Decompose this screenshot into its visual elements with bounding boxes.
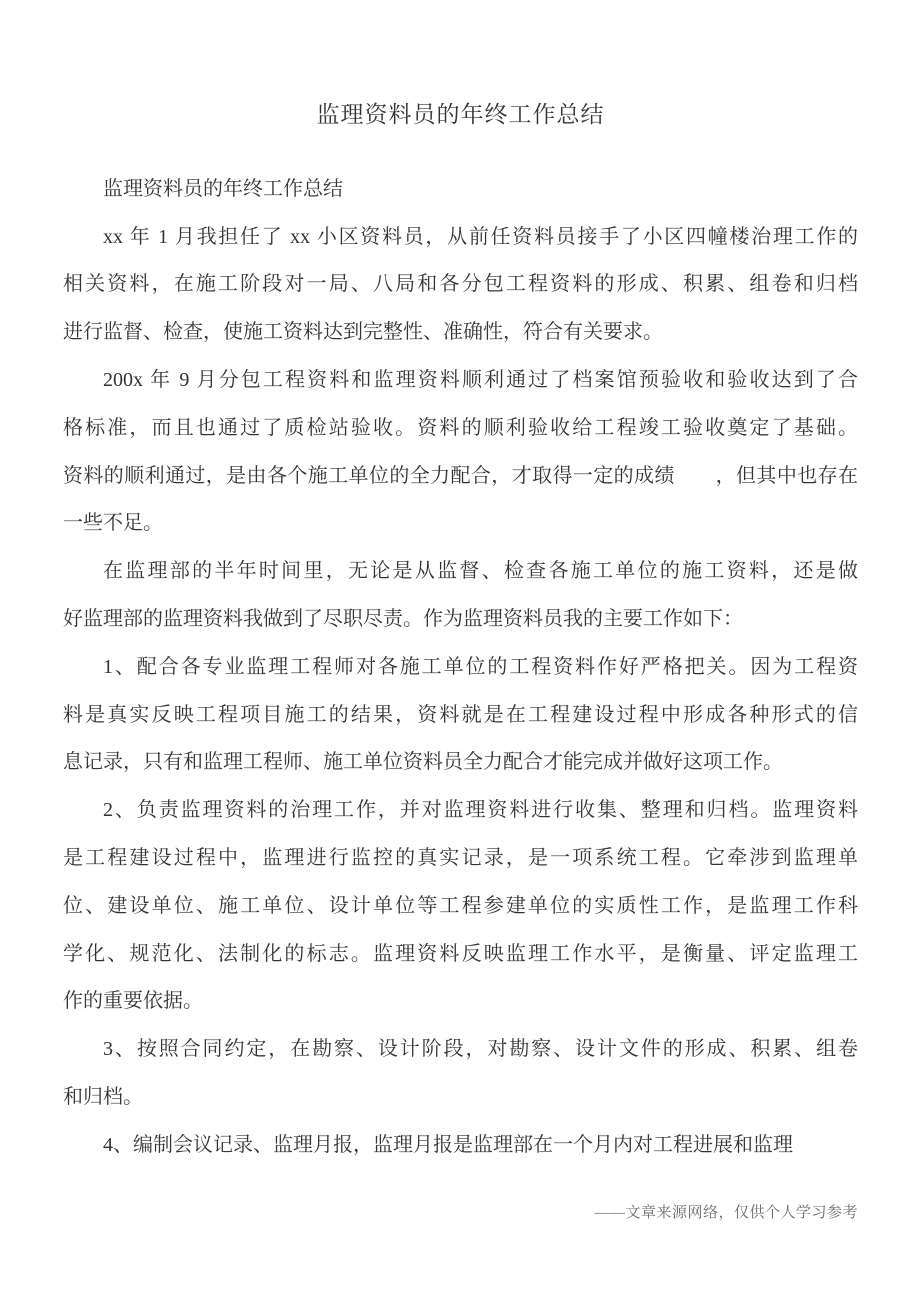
paragraph [63, 166, 858, 214]
footer-attribution: ——文章来源网络，仅供个人学习参考 [594, 1204, 858, 1221]
paragraph [63, 1026, 858, 1122]
paragraph [63, 214, 858, 357]
paragraph-line: 和归档。 [63, 1085, 143, 1108]
paragraph [63, 1122, 858, 1170]
paragraph [63, 548, 858, 644]
paragraph-line: 资料的顺利通过，是由各个施工单位的全力配合，才取得一定的成绩 ，但其中也存在 [63, 464, 858, 487]
paragraph-line: 作的重要依据。 [63, 990, 203, 1013]
paragraph-line: 200x 年 9 月分包工程资料和监理资料顺利通过了档案馆预验收和验收达到了合 [103, 368, 858, 391]
paragraph [63, 644, 858, 787]
paragraph-line: 位、建设单位、施工单位、设计单位等工程参建单位的实质性工作，是监理工作科 [63, 894, 858, 917]
paragraph-line: 进行监督、检查，使施工资料达到完整性、准确性，符合有关要求。 [63, 321, 663, 344]
document-title: 监理资料员的年终工作总结 [316, 102, 605, 127]
paragraph-line: 1、配合各专业监理工程师对各施工单位的工程资料作好严格把关。因为工程资 [103, 655, 858, 678]
document-body [63, 166, 858, 1170]
paragraph-line: xx 年 1 月我担任了 xx 小区资料员，从前任资料员接手了小区四幢楼治理工作的 [103, 225, 858, 248]
paragraph-line: 相关资料，在施工阶段对一局、八局和各分包工程资料的形成、积累、组卷和归档 [63, 273, 858, 296]
paragraph-line: 监理资料员的年终工作总结 [103, 177, 343, 200]
paragraph-line: 好监理部的监理资料我做到了尽职尽责。作为监理资料员我的主要工作如下： [63, 607, 743, 630]
paragraph-line: 息记录，只有和监理工程师、施工单位资料员全力配合才能完成并做好这项工作。 [63, 751, 783, 774]
paragraph-line: 格标准，而且也通过了质检站验收。资料的顺利验收给工程竣工验收奠定了基础。 [63, 416, 858, 439]
paragraph-line: 料是真实反映工程项目施工的结果，资料就是在工程建设过程中形成各种形式的信 [63, 703, 858, 726]
paragraph-line: 是工程建设过程中，监理进行监控的真实记录，是一项系统工程。它牵涉到监理单 [63, 846, 858, 869]
paragraph-line: 在监理部的半年时间里，无论是从监督、检查各施工单位的施工资料，还是做 [103, 560, 858, 583]
paragraph [63, 787, 858, 1026]
paragraph-line: 4、编制会议记录、监理月报，监理月报是监理部在一个月内对工程进展和监理 [103, 1133, 793, 1156]
paragraph-line: 2、负责监理资料的治理工作，并对监理资料进行收集、整理和归档。监理资料 [103, 799, 858, 822]
paragraph-line: 一些不足。 [63, 512, 163, 535]
paragraph [63, 357, 858, 548]
paragraph-line: 3、按照合同约定，在勘察、设计阶段，对勘察、设计文件的形成、积累、组卷 [103, 1038, 858, 1061]
paragraph-line: 学化、规范化、法制化的标志。监理资料反映监理工作水平，是衡量、评定监理工 [63, 942, 858, 965]
